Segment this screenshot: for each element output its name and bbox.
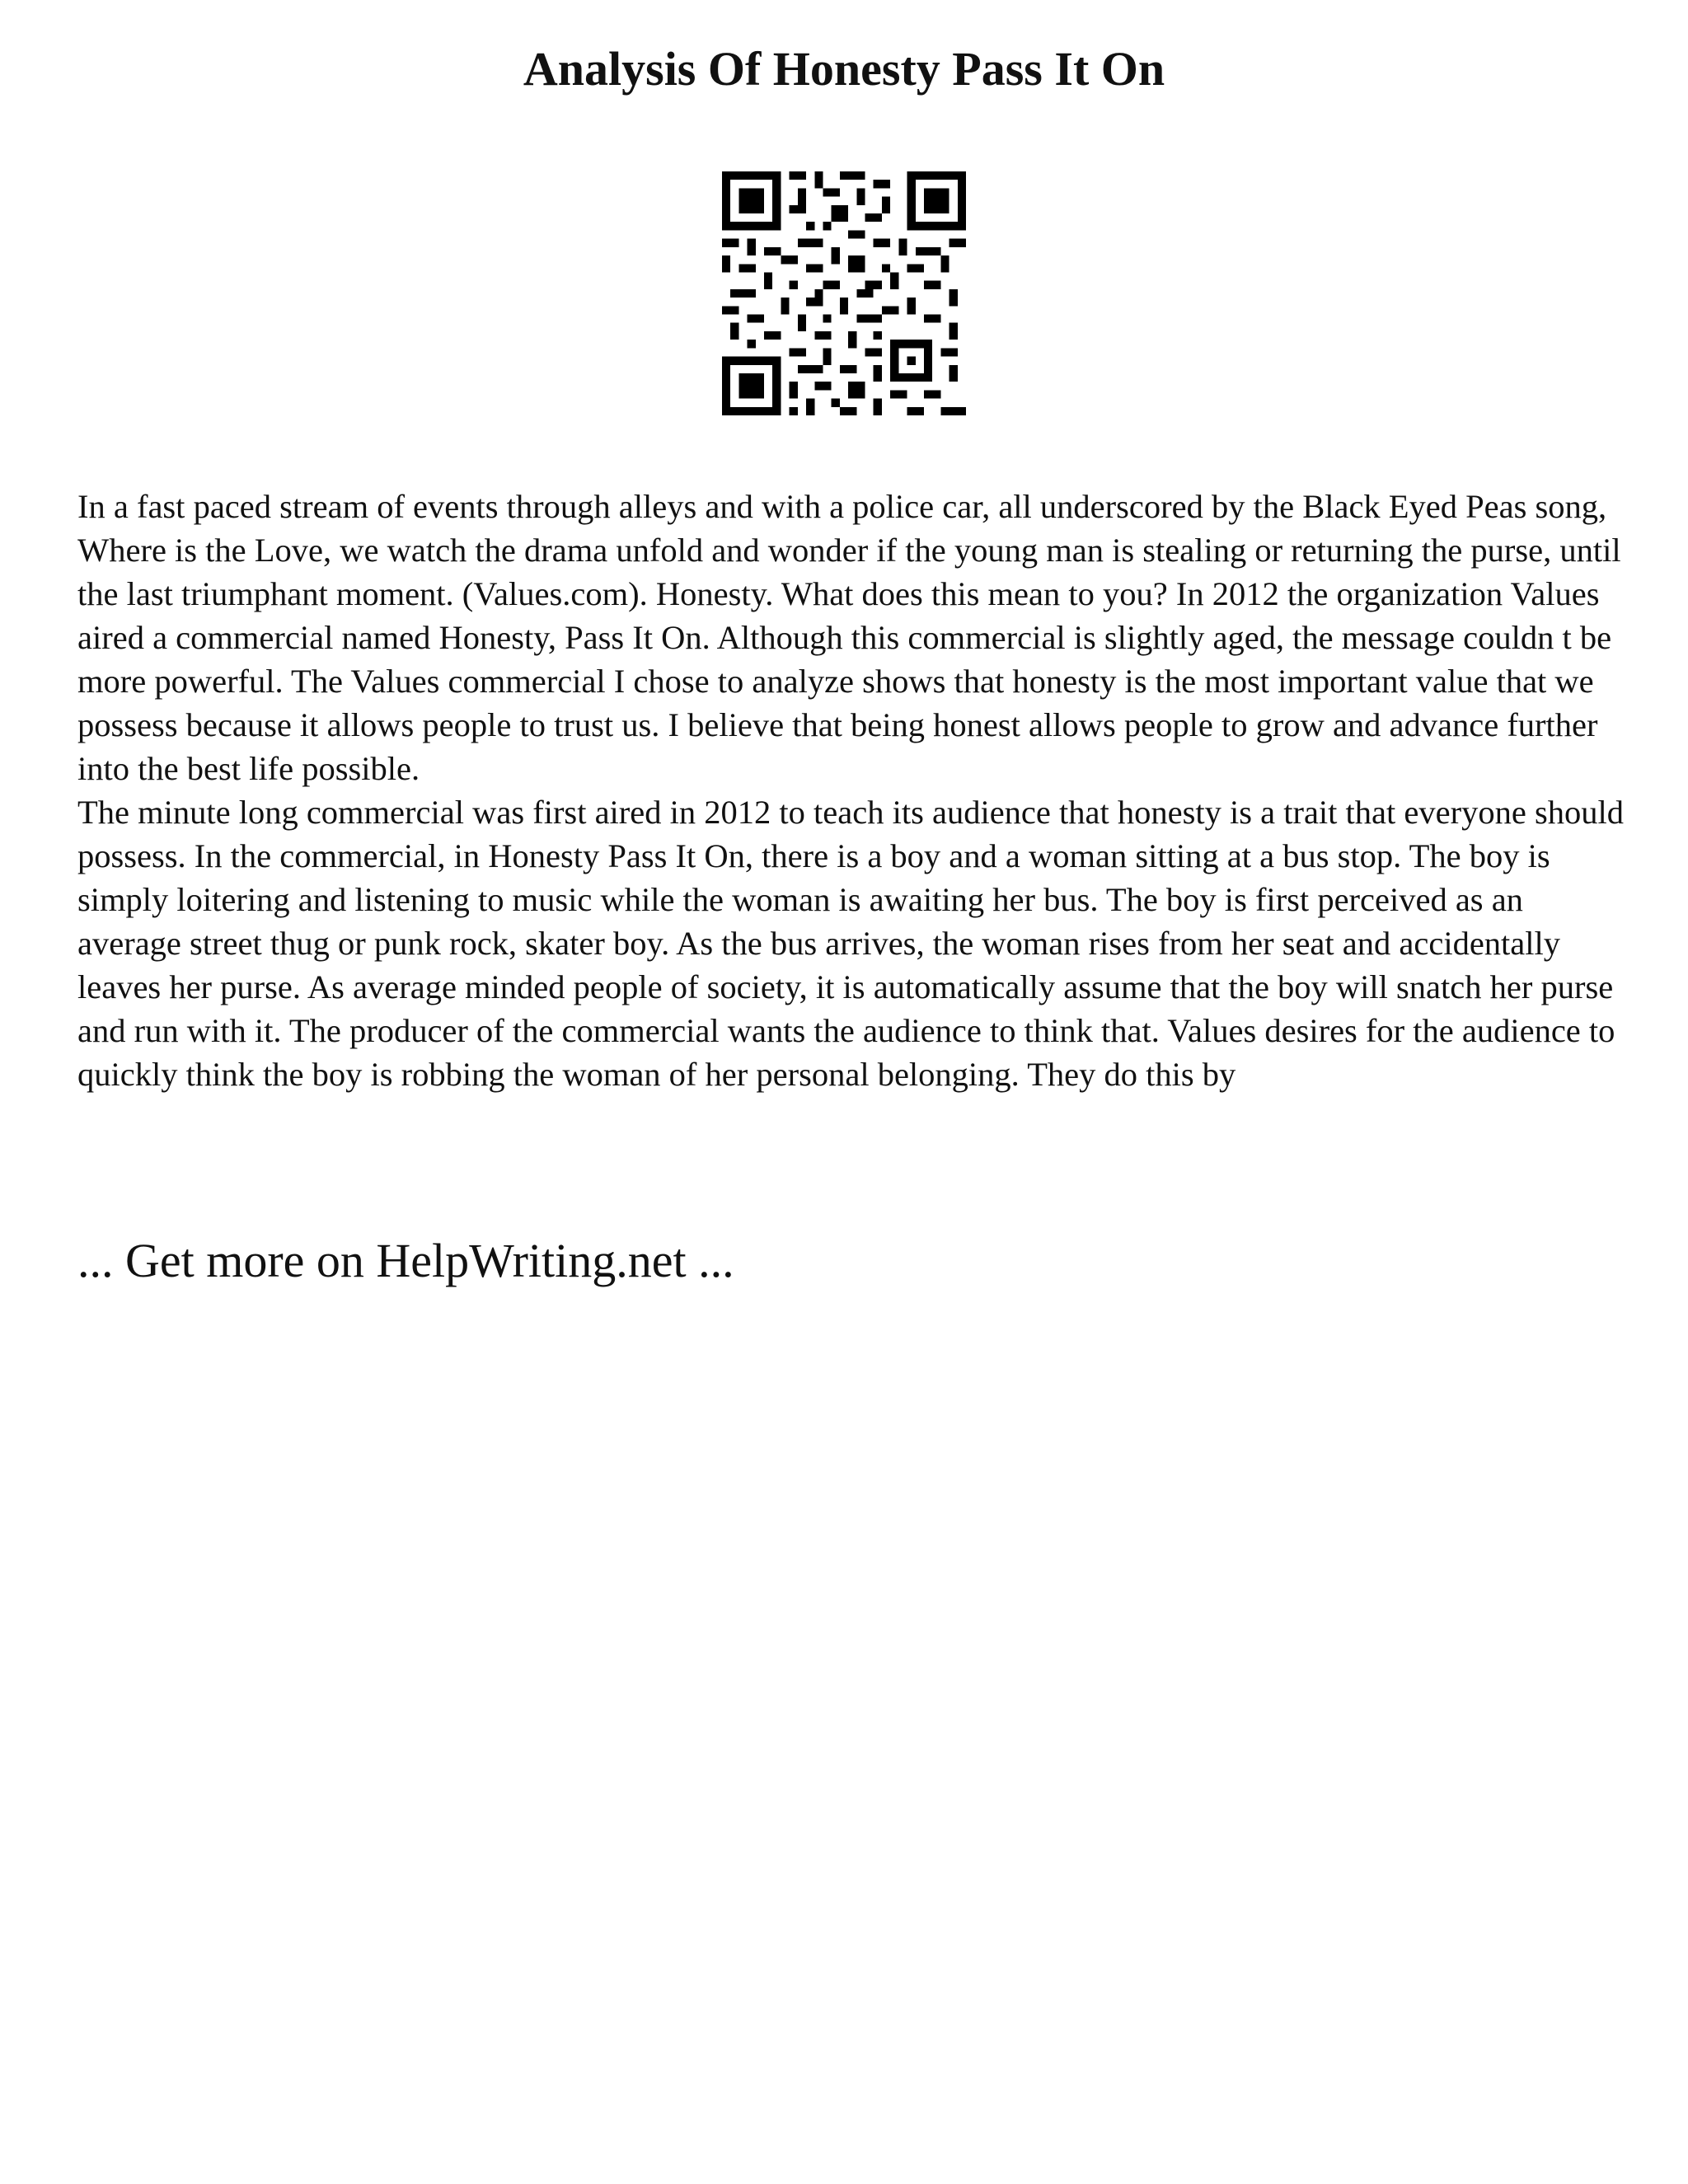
page-title: Analysis Of Honesty Pass It On [523,42,1165,96]
article-body [77,485,1627,1096]
paragraph-1: In a fast paced stream of events through alleys and with a police car, all underscored by the Black Eyed Peas song, Where is the Love, we watch the drama unfold and wonder if the young man is stealing or returning the purse, until the last triumphant moment. (Values.com). Honesty. What does this mean to you? In 2012 the organization Values aired a commercial named Honesty, Pass It On. Although this commercial is slightly aged, the message couldn t be more powerful. The Values commercial I chose to analyze shows that honesty is the most important value that we possess because it allows people to trust us. I believe that being honest allows people to grow and advance further into the best life possible. [77,488,1621,787]
paragraph-2: The minute long commercial was first aired in 2012 to teach its audience that honesty is a trait that everyone should possess. In the commercial, in Honesty Pass It On, there is a boy and a woman sitting at a bus stop. The boy is simply loitering and listening to music while the woman is awaiting her bus. The boy is first perceived as an average street thug or punk rock, skater boy. As the bus arrives, the woman rises from her seat and accidentally leaves her purse. As average minded people of society, it is automatically assume that the boy will snatch her purse and run with it. The producer of the commercial wants the audience to think that. Values desires for the audience to quickly think the boy is robbing the woman of her personal belonging. They do this by [77,794,1624,1093]
get-more-link[interactable]: ... Get more on HelpWriting.net ... [77,1234,734,1287]
qr-code-icon [722,171,966,415]
